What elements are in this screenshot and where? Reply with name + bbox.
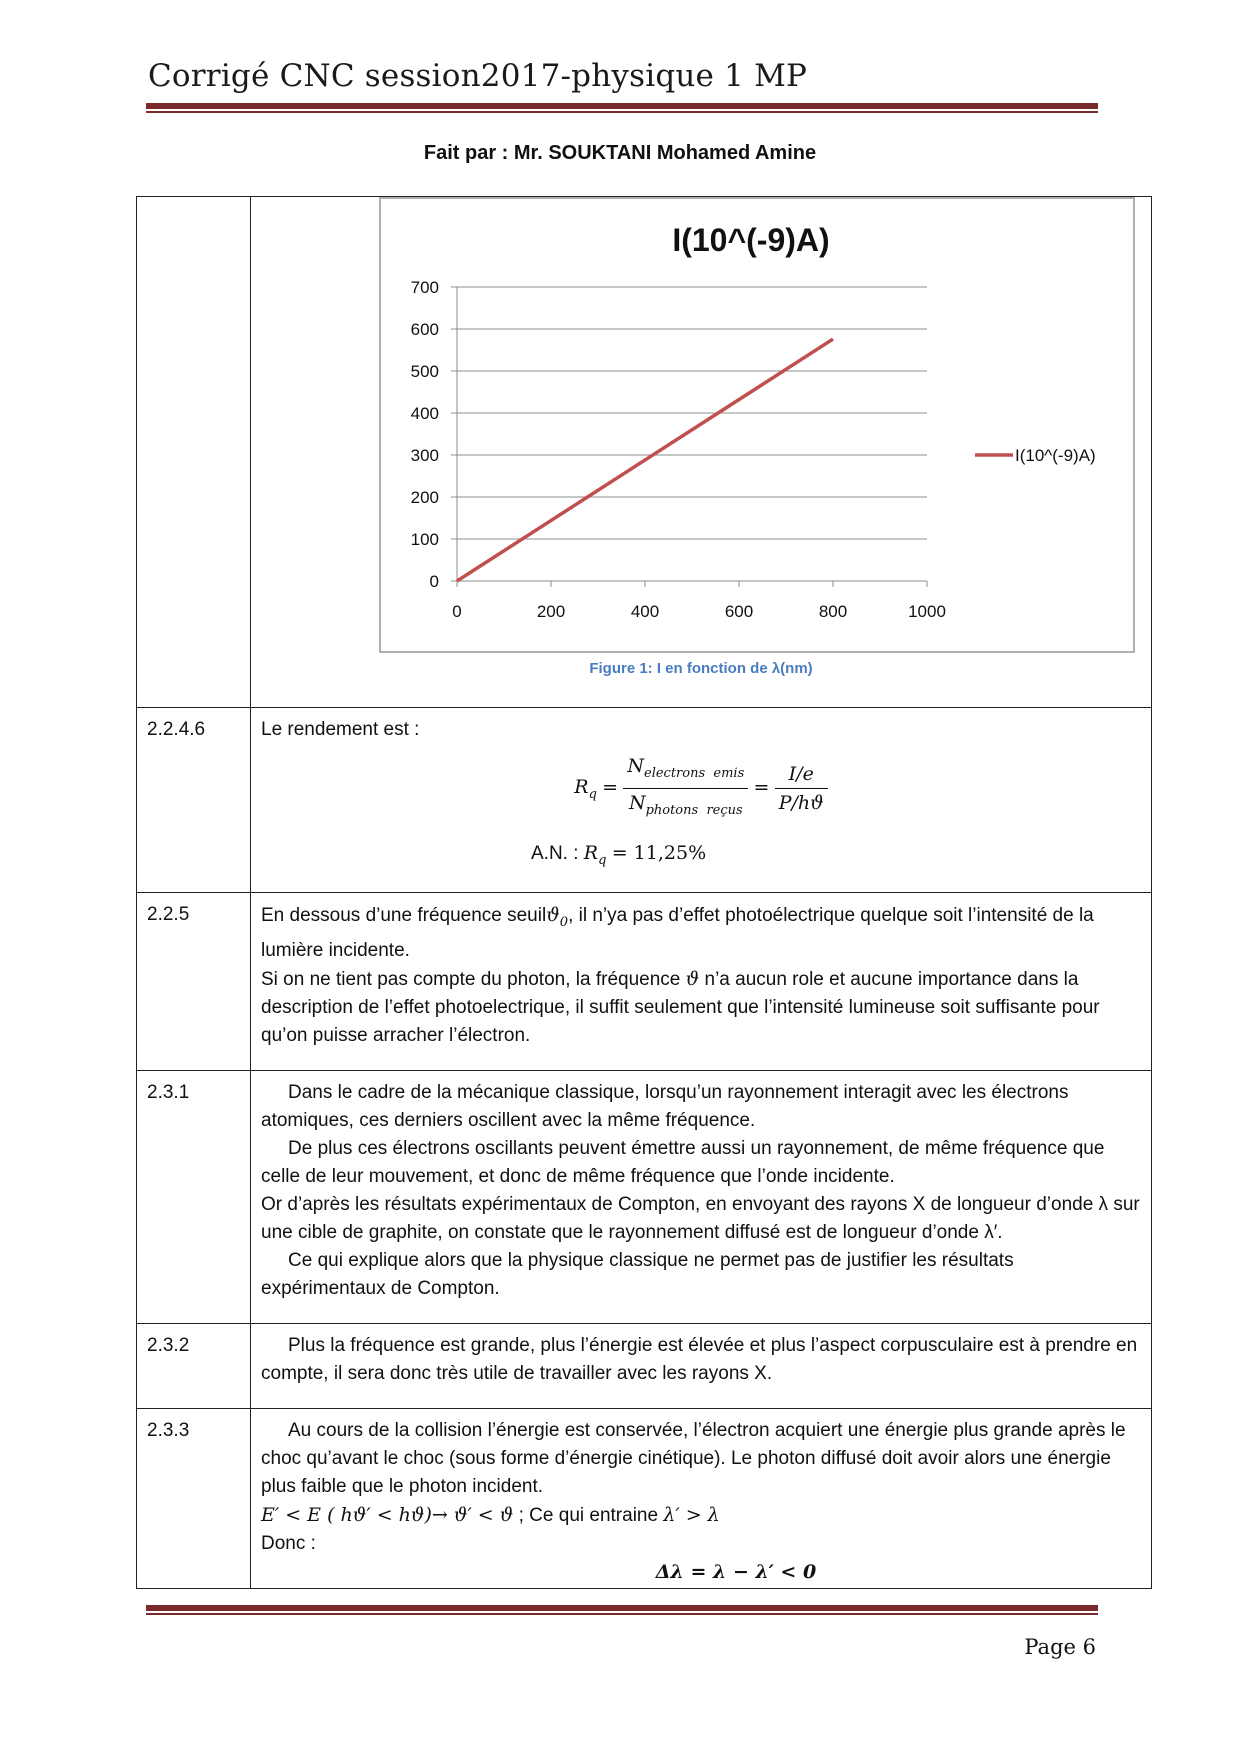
chart-cell	[251, 197, 1152, 708]
y-tick-label: 0	[429, 572, 439, 591]
compton-paragraph: Or d’après les résultats expérimentaux de Compton, en envoyant des rayons X de longueur d’onde λ sur une cible de graphite, on constate que le rayonnement diffusé est de longueur d’onde λ′.	[261, 1194, 1140, 1244]
table-row	[137, 708, 1152, 893]
photon-paragraph: Si on ne tient pas compte du photon, la fréquence ϑ n’a aucun role et aucune importance dans la description de l’effet photoelectrique, il suffit seulement que l’intensité lumineuse soit suffisante pour qu’on puisse arracher l’électron.	[261, 968, 1100, 1047]
x-tick-label: 800	[818, 602, 848, 621]
row-content	[251, 1409, 1152, 1589]
conclusion-paragraph: Ce qui explique alors que la physique classique ne permet pas de justifier les résultats expérimentaux de Compton.	[261, 1250, 1014, 1300]
emission-paragraph: De plus ces électrons oscillants peuvent émettre aussi un rayonnement, de même fréquence que celle de leur mouvement, et donc de même fréquence que l’onde incidente.	[261, 1138, 1105, 1188]
collision-paragraph: Au cours de la collision l’énergie est conservée, l’électron acquiert une énergie plus grande après le choc qu’avant le choc (sous forme d’énergie cinétique). Le photon diffusé doit avoir alors une énergie plus faible que le photon incident.	[261, 1420, 1126, 1498]
table-row	[137, 197, 1152, 708]
y-tick-label: 100	[410, 530, 439, 549]
current-vs-wavelength-chart	[381, 199, 1133, 651]
text-fragment: n’a aucun role et aucune importance dans la description de l’effet photoelectrique, il suffit seulement que l’intensité lumineuse soit suffisante pour qu’on puisse arracher l’électron.	[261, 969, 1100, 1047]
text-fragment: ; Ce qui entraine	[513, 1505, 664, 1527]
donc-label: Donc :	[261, 1533, 316, 1555]
table-row	[137, 893, 1152, 1071]
inequality-math: E′ < E ( hϑ′ < hϑ)→ ϑ′ < ϑ	[261, 1504, 514, 1527]
x-tick-label: 0	[452, 602, 462, 621]
y-tick-label: 300	[410, 446, 439, 465]
chart-container	[379, 197, 1135, 653]
x-tick-label: 400	[630, 602, 660, 621]
text-fragment: , il n’ya pas d’effet photoélectrique quelque soit l’intensité de la lumière incidente.	[261, 905, 1094, 962]
y-tick-label: 400	[410, 404, 439, 423]
row-content	[251, 1324, 1152, 1409]
efficiency-intro: Le rendement est :	[261, 719, 420, 740]
solution-table	[136, 196, 1152, 1589]
row-number: 2.3.1	[137, 1071, 251, 1324]
inequality-line	[261, 1501, 1141, 1530]
x-tick-label: 200	[536, 602, 566, 621]
an-value: = 11,25%	[611, 841, 707, 864]
footer-rule	[146, 1605, 1098, 1615]
table-row	[137, 1071, 1152, 1324]
row-number: 2.3.3	[137, 1409, 251, 1589]
x-tick-label: 1000	[908, 602, 946, 621]
inequality-math: λ′ > λ	[663, 1504, 720, 1527]
y-tick-label: 600	[410, 320, 439, 339]
an-label: A.N. :	[531, 842, 579, 864]
fraction-i-over-e: $\frac{I/e}{P/hϑ}$	[775, 760, 828, 817]
row-number: 2.2.4.6	[137, 708, 251, 893]
header-rule	[146, 103, 1098, 113]
xray-paragraph: Plus la fréquence est grande, plus l’énergie est élevée et plus l’aspect corpusculaire est à prendre en compte, il sera donc très utile de travailler avec les rayons X.	[261, 1335, 1138, 1385]
row-number-cell	[137, 197, 251, 708]
x-tick-label: 600	[724, 602, 754, 621]
legend-label: I(10^(-9)A)	[1015, 446, 1096, 465]
row-content	[251, 893, 1152, 1071]
y-tick-label: 500	[410, 362, 439, 381]
row-number: 2.2.5	[137, 893, 251, 1071]
series-line	[457, 339, 833, 581]
chart-title: I(10^(-9)A)	[672, 222, 830, 258]
fraction-electrons-photons: $\frac{N_{electrons emis}}{N_{photons reçus}}$	[623, 752, 748, 825]
efficiency-formula: $R_q$ = $\frac{N_{electrons emis}}{N_{photons reçus}}$ = $\frac{I/e}{P/hϑ}$	[261, 752, 1141, 825]
threshold-paragraph: En dessous d’une fréquence seuilϑ$_0$, il n’ya pas d’effet photoélectrique quelque soit l’intensité de la lumière incidente.	[261, 904, 1094, 962]
author-line: Fait par : Mr. SOUKTANI Mohamed Amine	[423, 142, 817, 164]
figure-caption: Figure 1: I en fonction de λ(nm)	[589, 660, 813, 677]
numerical-application: A.N. : $R_q = 11,25\%$	[531, 841, 707, 868]
classical-paragraph: Dans le cadre de la mécanique classique, lorsqu’un rayonnement interagit avec les électrons atomiques, ces derniers oscillent avec la même fréquence.	[261, 1082, 1069, 1132]
page-number: Page 6	[1024, 1635, 1096, 1659]
row-content	[251, 1071, 1152, 1324]
y-tick-label: 700	[410, 278, 439, 297]
row-number: 2.3.2	[137, 1324, 251, 1409]
text-fragment: Si on ne tient pas compte du photon, la fréquence	[261, 969, 686, 991]
y-tick-label: 200	[410, 488, 439, 507]
table-row	[137, 1324, 1152, 1409]
delta-lambda-result: Δλ = λ − λ′ < 0	[655, 1561, 817, 1584]
table-row	[137, 1409, 1152, 1589]
row-content	[251, 708, 1152, 893]
text-fragment: En dessous d’une fréquence seuil	[261, 905, 547, 927]
document-header-title: Corrigé CNC session2017-physique 1 MP	[148, 58, 808, 94]
